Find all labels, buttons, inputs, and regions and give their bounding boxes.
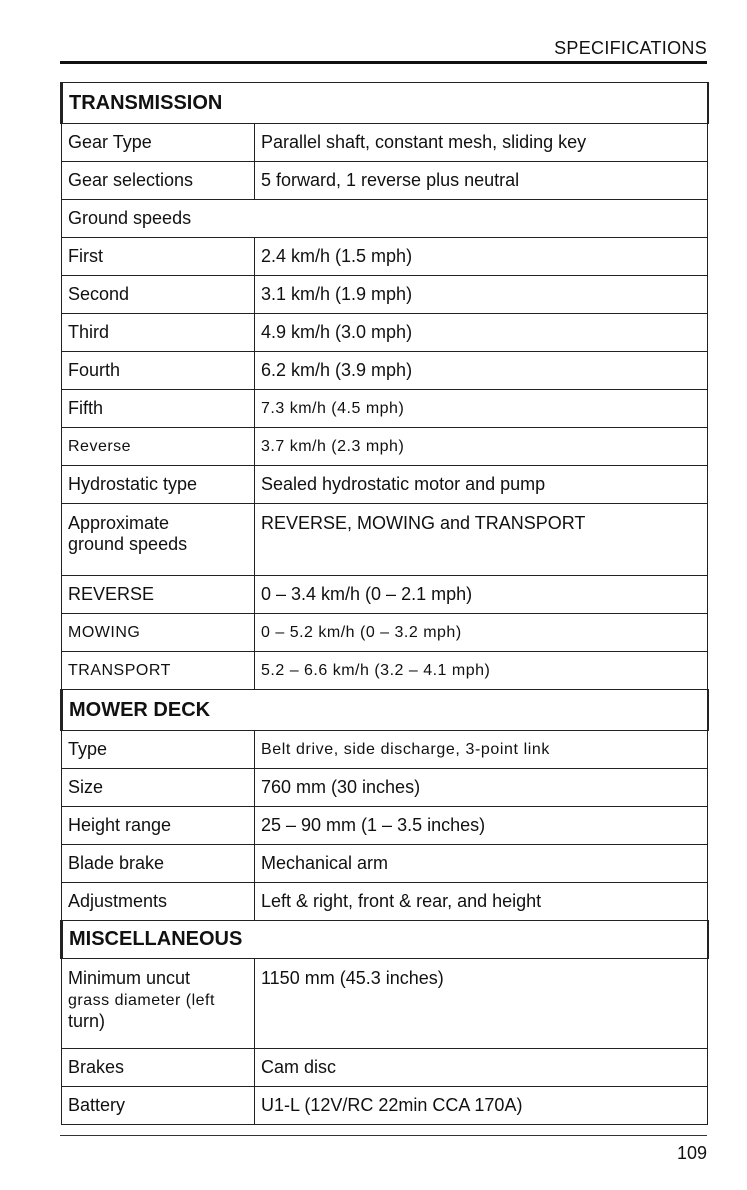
ground-speeds-label: Ground speeds (62, 200, 708, 238)
table-row (62, 614, 708, 652)
table-row (62, 390, 708, 428)
table-row (62, 845, 708, 883)
spec-value: 1150 mm (45.3 inches) (255, 959, 708, 1049)
section-header-miscellaneous (62, 921, 708, 959)
table-row (62, 959, 708, 1049)
spec-value: 5 forward, 1 reverse plus neutral (255, 162, 708, 200)
spec-label (62, 504, 255, 576)
spec-label: Gear selections (62, 162, 255, 200)
spec-value: 4.9 km/h (3.0 mph) (255, 314, 708, 352)
spec-label: Hydrostatic type (62, 466, 255, 504)
spec-value: 5.2 – 6.6 km/h (3.2 – 4.1 mph) (255, 652, 708, 690)
spec-value: 3.7 km/h (2.3 mph) (255, 428, 708, 466)
table-row (62, 466, 708, 504)
spec-value: Cam disc (255, 1049, 708, 1087)
page-number: 109 (676, 1143, 707, 1163)
table-row (62, 124, 708, 162)
spec-label: Gear Type (62, 124, 255, 162)
spec-value: Belt drive, side discharge, 3-point link (255, 731, 708, 769)
table-row (62, 1087, 708, 1125)
section-header-transmission (62, 83, 708, 124)
specifications-table (60, 82, 709, 1125)
spec-label: Size (62, 769, 255, 807)
spec-label-line: grass diameter (left (68, 992, 215, 1009)
spec-label: TRANSPORT (62, 652, 255, 690)
table-row (62, 1049, 708, 1087)
header-rule (60, 61, 707, 64)
table-row (62, 352, 708, 390)
table-row (62, 428, 708, 466)
spec-label: Brakes (62, 1049, 255, 1087)
spec-label: Reverse (62, 428, 255, 466)
section-title: MOWER DECK (62, 690, 708, 731)
spec-value: Mechanical arm (255, 845, 708, 883)
spec-value: 3.1 km/h (1.9 mph) (255, 276, 708, 314)
spec-value: 2.4 km/h (1.5 mph) (255, 238, 708, 276)
table-row (62, 652, 708, 690)
spec-label: Height range (62, 807, 255, 845)
spec-value: 7.3 km/h (4.5 mph) (255, 390, 708, 428)
table-row (62, 276, 708, 314)
table-row (62, 314, 708, 352)
spec-label: Fourth (62, 352, 255, 390)
section-title: MISCELLANEOUS (62, 921, 708, 959)
table-row (62, 769, 708, 807)
spec-label: MOWING (62, 614, 255, 652)
spec-label: Type (62, 731, 255, 769)
spec-label-line: turn) (68, 1011, 106, 1031)
spec-label-line: Approximate (68, 513, 170, 533)
spec-value: Parallel shaft, constant mesh, sliding key (255, 124, 708, 162)
spec-value: 0 – 3.4 km/h (0 – 2.1 mph) (255, 576, 708, 614)
spec-label-line: Minimum uncut (68, 968, 191, 988)
table-row (62, 504, 708, 576)
spec-value: 6.2 km/h (3.9 mph) (255, 352, 708, 390)
spec-value: U1-L (12V/RC 22min CCA 170A) (255, 1087, 708, 1125)
spec-label: Battery (62, 1087, 255, 1125)
spec-label: Third (62, 314, 255, 352)
table-row (62, 883, 708, 921)
section-header-mower-deck (62, 690, 708, 731)
table-row (62, 200, 708, 238)
spec-value: 760 mm (30 inches) (255, 769, 708, 807)
spec-label (62, 959, 255, 1049)
table-row (62, 238, 708, 276)
section-title: TRANSMISSION (62, 83, 708, 124)
spec-value: Sealed hydrostatic motor and pump (255, 466, 708, 504)
spec-label: REVERSE (62, 576, 255, 614)
spec-label: Blade brake (62, 845, 255, 883)
spec-value: Left & right, front & rear, and height (255, 883, 708, 921)
table-row (62, 807, 708, 845)
spec-value: 0 – 5.2 km/h (0 – 3.2 mph) (255, 614, 708, 652)
spec-label: Second (62, 276, 255, 314)
table-row (62, 162, 708, 200)
spec-value: 25 – 90 mm (1 – 3.5 inches) (255, 807, 708, 845)
page-header-title: SPECIFICATIONS (554, 38, 707, 58)
spec-label: Adjustments (62, 883, 255, 921)
spec-label: Fifth (62, 390, 255, 428)
table-row (62, 576, 708, 614)
table-row (62, 731, 708, 769)
footer-rule (60, 1135, 707, 1136)
spec-value: REVERSE, MOWING and TRANSPORT (255, 504, 708, 576)
spec-label-line: ground speeds (68, 534, 188, 554)
spec-label: First (62, 238, 255, 276)
